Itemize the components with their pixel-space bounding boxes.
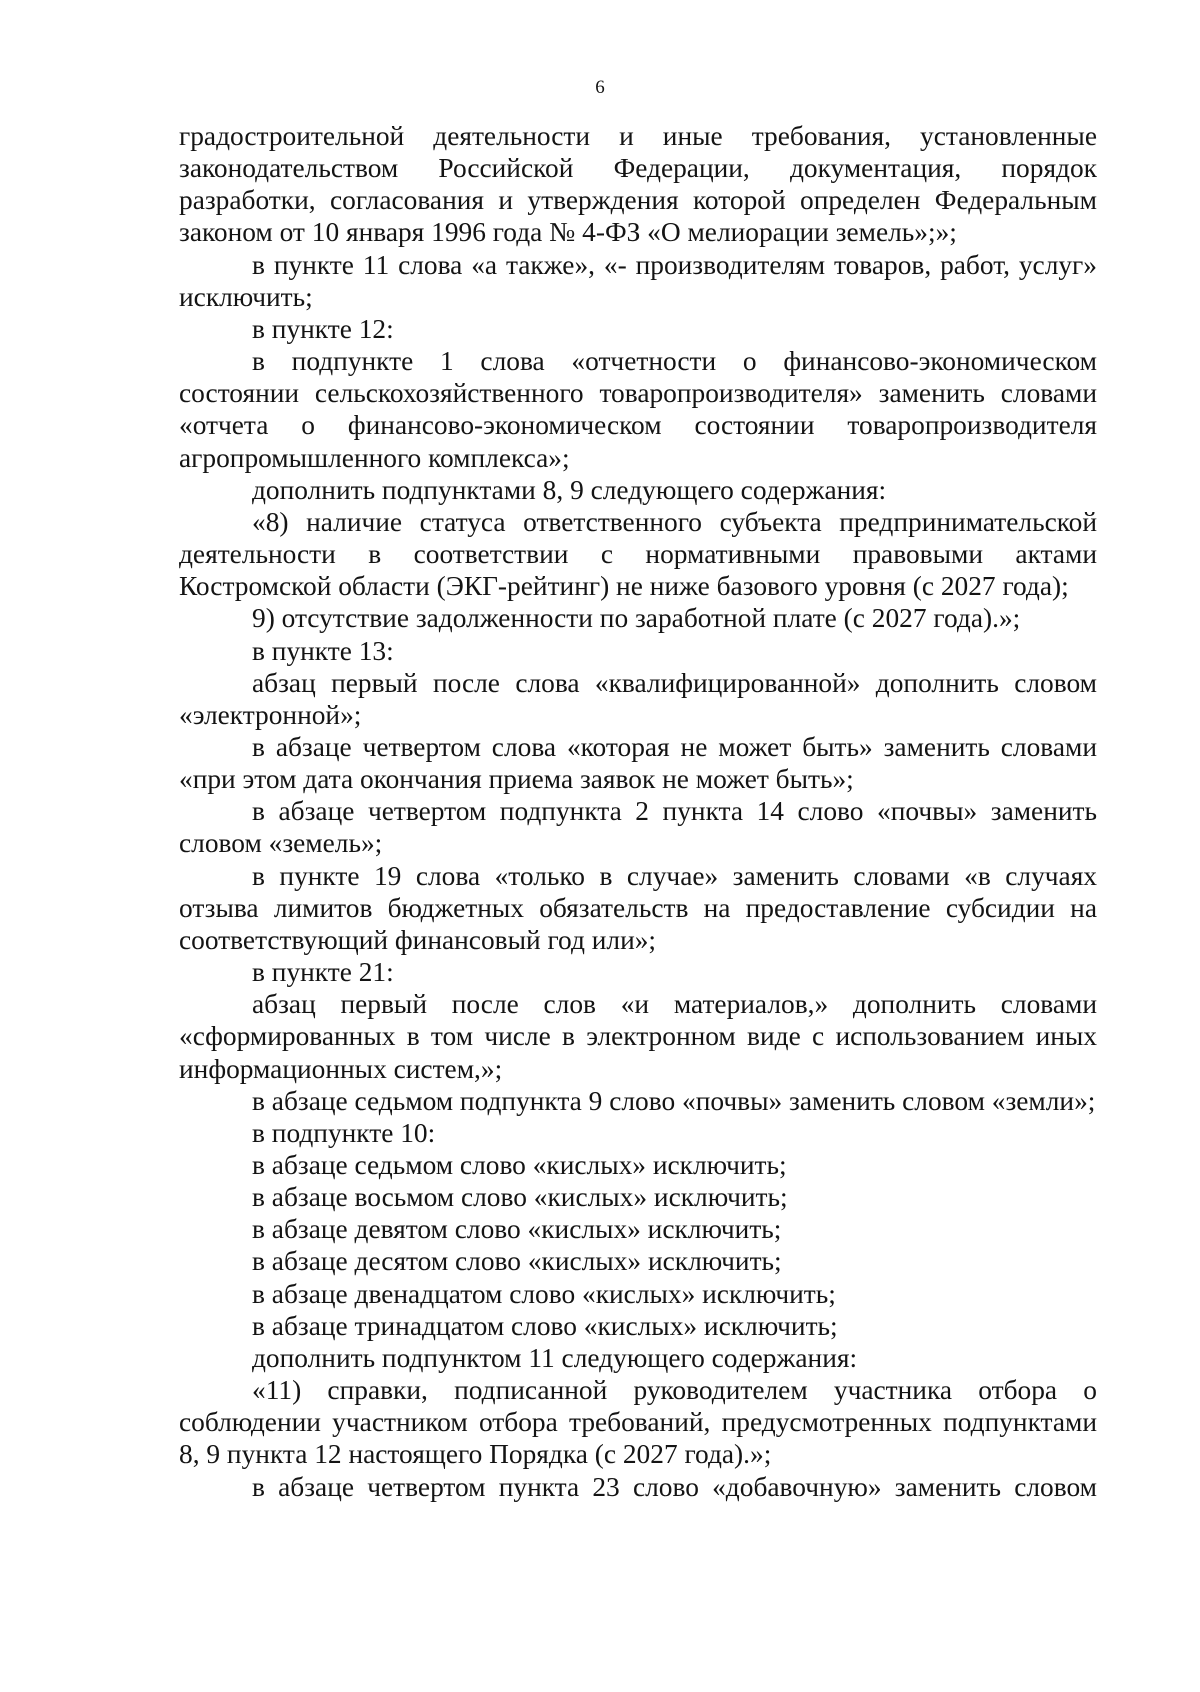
paragraph: в подпункте 10: [252,1117,436,1148]
paragraph: в абзаце четвертом подпункта 2 пункта 14 слово «почвы» заменить словом «земель»; [179,796,1097,859]
paragraph: в абзаце восьмом слово «кислых» исключить; [252,1182,788,1213]
paragraph: в пункте 21: [252,957,394,988]
paragraph: в абзаце четвертом слова «которая не может быть» заменить словами «при этом дата окончания приема заявок не может быть»; [179,731,1097,795]
paragraph: 9) отсутствие задолженности по заработной плате (с 2027 года).»; [252,603,1021,634]
paragraph: градостроительной деятельности и иные требования, установленные законодательством Российской Федерации, документация, порядок разработки, согласования и утверждения которой определен Федеральным законом от 10 января 1996 года № 4-ФЗ «О мелиорации земель»;»; [179,121,1097,248]
paragraph: абзац первый после слова «квалифицированной» дополнить словом «электронной»; [179,667,1097,730]
paragraph: в абзаце тринадцатом слово «кислых» исключить; [252,1310,838,1341]
paragraph: в абзаце двенадцатом слово «кислых» исключить; [252,1278,836,1309]
paragraph: дополнить подпунктом 11 следующего содержания: [252,1342,858,1373]
document-body [179,120,1097,1503]
paragraph: в абзаце седьмом подпункта 9 слово «почвы» заменить словом «земли»; [252,1085,1096,1116]
paragraph: в пункте 12: [252,313,394,344]
paragraph: в абзаце седьмом слово «кислых» исключить; [252,1150,787,1180]
paragraph: в пункте 19 слова «только в случае» заменить словами «в случаях отзыва лимитов бюджетных обязательств на предоставление субсидии на соответствующий финансовый год или»; [179,860,1097,955]
paragraph: в пункте 13: [252,635,394,666]
paragraph: в пункте 11 слова «а также», «- производителям товаров, работ, услуг» исключить; [179,249,1097,312]
paragraph: «8) наличие статуса ответственного субъекта предпринимательской деятельности в соответствии с нормативными правовыми актами Костромской области (ЭКГ-рейтинг) не ниже базового уровня (с 2027 года); [179,506,1097,602]
paragraph: «11) справки, подписанной руководителем участника отбора о соблюдении участником отбора требований, предусмотренных подпунктами 8, 9 пункта 12 настоящего Порядка (с 2027 года).»; [179,1375,1097,1470]
paragraph: в абзаце девятом слово «кислых» исключить; [252,1214,782,1245]
paragraph: абзац первый после слов «и материалов,» дополнить словами «сформированных в том числе в электронном виде с использованием иных информационных систем,»; [179,989,1097,1084]
paragraph: в абзаце четвертом пункта 23 слово «добавочную» заменить словом [252,1471,1097,1502]
paragraph: в абзаце десятом слово «кислых» исключить; [252,1246,782,1277]
page-number: 6 [595,77,605,98]
paragraph: в подпункте 1 слова «отчетности о финансово-экономическом состоянии сельскохозяйственного товаропроизводителя» заменить словами «отчета о финансово-экономическом состоянии товаропроизводителя агропромышленного комплекса»; [179,346,1097,473]
paragraph: дополнить подпунктами 8, 9 следующего содержания: [252,474,887,505]
